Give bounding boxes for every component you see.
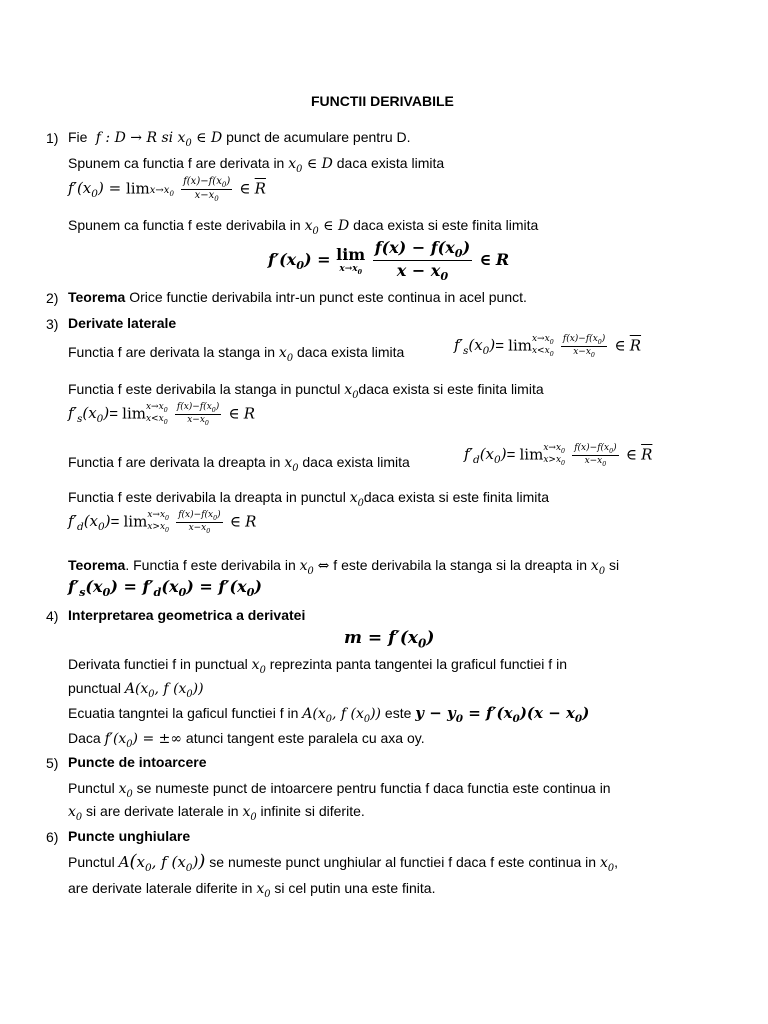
s4-line3: Ecuatia tangntei la gaficul functiei f in $A(x_0$, f $(x_0)$) este $y - y_0 = f'(x_0)(x - x_0)$ [68, 704, 590, 725]
s1-derivabila: Spunem ca functia f este derivabila in [68, 217, 301, 233]
s4-line3-b: este [384, 705, 412, 721]
s3-line-right-derivabila: Functia f este derivabila la dreapta in punctul $x_0daca$ exista si este finita limita [68, 489, 550, 509]
s3-left-deriv-end: daca exista limita [296, 344, 405, 360]
s4-heading: Interpretarea geometrica a derivatei [68, 607, 306, 623]
s1-line-fie [68, 128, 411, 153]
item-number-5: 5) [46, 755, 59, 771]
s6-line1: Punctul $A(x_0$, f $(x_0)$) se numeste punct unghiular al functiei f daca f este continua in $x_0$, [68, 851, 618, 874]
s5-heading: Puncte de intoarcere [68, 754, 207, 770]
s3-right-deriv: Functia f are derivata la dreapta in [68, 454, 281, 470]
s5-line1: Punctul $x_0$ se numeste punct de intoarcere pentru functia f daca functia este continua in [68, 780, 611, 800]
s4-line2-a: punctual [68, 680, 121, 696]
s6-line1-a: Punctul [68, 854, 115, 870]
s1-derivabila-end: daca exista si este finita limita [353, 217, 539, 233]
s3-left-derivabila: Functia f este derivabila la stanga in punctul [68, 381, 341, 397]
s3-theorem-c: si [608, 557, 620, 573]
item-number-4: 4) [46, 608, 59, 624]
s3-line-left-derivabila: Functia f este derivabila la stanga in punctul $x_0daca$ exista si este finita limita [68, 381, 544, 401]
s3-line-left-deriv: Functia f are derivata la stanga in $x_0$ daca exista limita [68, 344, 405, 364]
s3-theorem-a: . Functia f este derivabila in [125, 557, 296, 573]
s3-left-deriv: Functia f are derivata la stanga in [68, 344, 276, 360]
item-number-1: 1) [46, 130, 59, 146]
page-title: FUNCTII DERIVABILE [311, 93, 454, 109]
s3-line-right-deriv: Functia f are derivata la dreapta in $x_0$ daca exista limita [68, 454, 410, 474]
s1-accum: punct de acumulare pentru D. [226, 129, 411, 145]
item-number-3: 3) [46, 316, 59, 332]
item-number-6: 6) [46, 829, 59, 845]
s4-line1: Derivata functiei f in punctual $x_0$ reprezinta panta tangentei la graficul functiei f in [68, 656, 567, 676]
s4-formula-slope: $m = f'(x_0)$ [344, 628, 435, 651]
s2-text: Orice functie derivabila intr-un punct este continua in acel punct. [129, 289, 527, 305]
s2-heading: Teorema [68, 289, 126, 305]
s1-formula-1: $f'(x_0) = \lim x\to x_0$ $\frac{f(x)-f(x_0)}{x-x_0}$ ∈ $\overline{R}$ [68, 176, 266, 203]
s1-math-domain: f : D → R si $x_0$ ∈ D [91, 130, 223, 149]
s5-line2-a: si are derivate laterale in [86, 803, 239, 819]
s1-math-x0b: $x_0$ ∈ D [304, 218, 350, 237]
s1-math-x0: $x_0$ ∈ D [288, 156, 333, 175]
s3-right-derivabila-end: daca exista si este finita limita [363, 489, 550, 505]
item-number-2: 2) [46, 290, 59, 306]
s3-theorem-label: Teorema [68, 557, 126, 573]
s3-formula-left: $f'_s(x_0)= \lim$ $x\to x_0$ $x<x_0$ $\frac{f(x)-f(x_0)}{x-x_0}$ ∈ $\overline{R}$ [454, 334, 642, 359]
s1-formula-2: $f'(x_0)$ = lim $x\to x_0$ $\frac{f(x) - f(x_0)}{x - x_0}$ ∈ R [268, 238, 510, 284]
s5-line2: $x_0$ si are derivate laterale in $x_0$ infinite si diferite. [68, 803, 365, 823]
s4-line4-b: atunci tangent este paralela cu axa oy. [185, 730, 425, 746]
s4-line1-a: Derivata functiei f in punctual [68, 656, 248, 672]
s4-line1-b: reprezinta panta tangentei la graficul functiei f in [269, 656, 567, 672]
s4-line4: Daca $f'(x_0)$ = ±∞ atunci tangent este paralela cu axa oy. [68, 730, 425, 750]
s6-line2-a: are derivate laterale diferite in [68, 880, 253, 896]
s4-line2: punctual $A(x_0$, f $(x_0)$) [68, 680, 204, 700]
s6-line2-b: si cel putin una este finita. [274, 880, 436, 896]
s3-right-derivabila: Functia f este derivabila la dreapta in punctul [68, 489, 346, 505]
s3-formula-left-2: $f'_s(x_0)= \lim$ $x\to x_0$ $x<x_0$ $\frac{f(x)-f(x_0)}{x-x_0}$ ∈ R [68, 402, 256, 427]
s3-theorem-formula: $f'_s(x_0) = f'_d(x_0) = f'(x_0)$ [68, 577, 262, 600]
s1-deriv: Spunem ca functia f are derivata in [68, 155, 285, 171]
s6-line2: are derivate laterale diferite in $x_0$ si cel putin una este finita. [68, 880, 436, 900]
s5-line1-b: se numeste punct de intoarcere pentru functia f daca functia este continua in [136, 780, 611, 796]
s4-line3-a: Ecuatia tangntei la gaficul functiei f in [68, 705, 299, 721]
s6-heading: Puncte unghiulare [68, 828, 191, 844]
s2-line [68, 288, 527, 306]
s3-formula-right-2: $f'_d(x_0)= \lim$ $x\to x_0$ $x>x_0$ $\frac{f(x)-f(x_0)}{x-x_0}$ ∈ R [68, 510, 257, 535]
s5-line2-b: infinite si diferite. [260, 803, 365, 819]
s6-line1-b: se numeste punct unghiular al functiei f daca f este continua in [209, 854, 597, 870]
s5-line1-a: Punctul [68, 780, 115, 796]
s3-theorem-b: f este derivabila la stanga si la dreapta in [333, 557, 588, 573]
s4-line4-a: Daca [68, 730, 101, 746]
s1-fie: Fie [68, 129, 88, 145]
s3-formula-right: $f'_d(x_0)= \lim$ $x\to x_0$ $x>x_0$ $\frac{f(x)-f(x_0)}{x-x_0}$ ∈ $\overline{R}$ [464, 443, 653, 468]
s3-theorem-line: Teorema. Functia f este derivabila in $x_0$ ⇔ f este derivabila la stanga si la dreapta in $x_0$ si [68, 557, 620, 577]
s3-left-derivabila-end: daca exista si este finita limita [358, 381, 544, 397]
s1-deriv-end: daca exista limita [336, 155, 445, 171]
s3-heading: Derivate laterale [68, 315, 177, 331]
s3-right-deriv-end: daca exista limita [302, 454, 410, 470]
